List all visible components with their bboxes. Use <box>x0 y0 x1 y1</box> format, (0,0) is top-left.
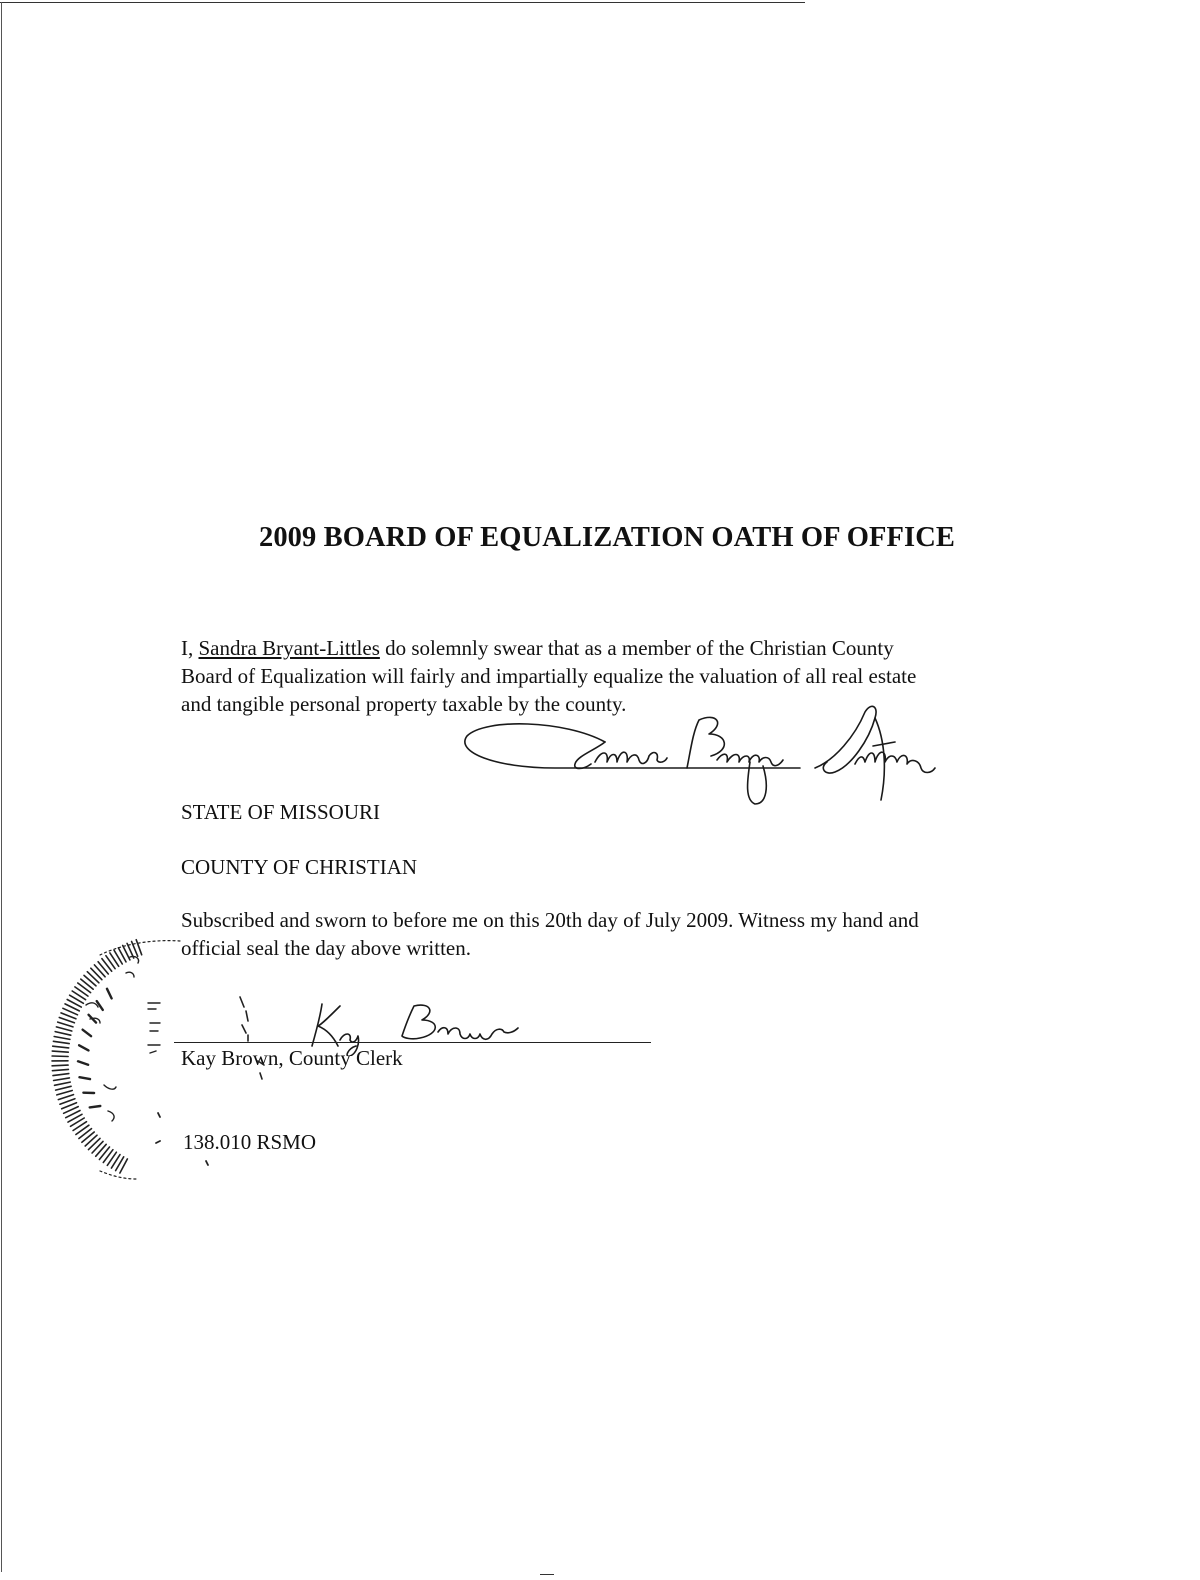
member-signature <box>455 700 965 815</box>
seal-ring-hatch <box>57 1091 72 1095</box>
seal-ring-hatch <box>136 940 142 955</box>
seal-ring-hatch <box>56 1086 72 1090</box>
seal-ring-hatch <box>84 975 96 986</box>
seal-ring-hatch <box>56 1027 71 1031</box>
seal-inner-mark <box>79 1045 88 1050</box>
seal-ring-hatch <box>52 1051 68 1052</box>
seal-ring-hatch <box>53 1041 69 1043</box>
document-title: 2009 BOARD OF EQUALIZATION OATH OF OFFICE <box>258 522 956 553</box>
seal-ring-hatch <box>89 1138 101 1149</box>
member-name: Sandra Bryant-Littles <box>198 636 380 660</box>
seal-ring-hatch <box>53 1046 69 1048</box>
seal-ring-hatch <box>94 965 105 977</box>
clerk-name-title: Kay Brown, County Clerk <box>181 1046 403 1070</box>
oath-line-1 <box>181 634 916 662</box>
county-line: COUNTY OF CHRISTIAN <box>181 855 418 879</box>
seal-ring-hatch <box>58 1095 73 1100</box>
seal-ring-hatch <box>52 1069 68 1070</box>
oath-line-3: and tangible personal property taxable by the county. <box>181 692 627 716</box>
seal-ring-hatch <box>58 1022 73 1027</box>
seal-ring-hatch <box>52 1056 68 1057</box>
oath-line-1-rest: do solemnly swear that as a member of the Christian County <box>379 636 894 660</box>
seal-ring-hatch <box>85 1135 97 1146</box>
seal-ring-hatch <box>81 979 93 989</box>
oath-line-2: Board of Equalization will fairly and impartially equalize the valuation of all real estate <box>181 664 917 688</box>
left-edge-rule <box>1 2 2 1572</box>
seal-ring-hatch <box>52 1065 68 1066</box>
oath-prefix: I, <box>181 636 199 660</box>
seal-ring-hatch <box>98 962 108 974</box>
seal-inner-mark <box>80 1077 91 1079</box>
seal-ring-hatch <box>60 1099 75 1105</box>
seal-inner-mark <box>78 1061 88 1065</box>
page-edge-mark <box>540 1574 554 1575</box>
seal-ring-hatch <box>99 1147 109 1160</box>
seal-ring-hatch <box>55 1032 71 1036</box>
seal-inner-mark <box>83 1030 92 1037</box>
seal-inner-mark <box>107 989 112 999</box>
county-seal <box>30 935 300 1185</box>
seal-ring-hatch <box>54 1078 70 1081</box>
sworn-line-1: Subscribed and sworn to before me on this 20th day of July 2009. Witness my hand and <box>181 908 919 932</box>
seal-ring-hatch <box>92 1141 103 1153</box>
seal-ring-hatch <box>53 1074 69 1076</box>
state-line: STATE OF MISSOURI <box>181 800 381 824</box>
seal-ring-hatch <box>82 1132 94 1142</box>
seal-inner-mark <box>90 1106 101 1107</box>
seal-ring-hatch <box>96 1144 107 1156</box>
seal-ring-hatch <box>87 972 99 983</box>
top-edge-rule <box>0 2 805 3</box>
seal-ring-hatch <box>55 1082 71 1085</box>
sworn-line-2: official seal the day above written. <box>181 936 472 960</box>
seal-ring-hatch <box>91 968 102 980</box>
seal-ring-hatch <box>54 1037 70 1040</box>
seal-ring-hatch <box>59 1018 74 1023</box>
statute-reference: 138.010 RSMO <box>183 1130 317 1154</box>
